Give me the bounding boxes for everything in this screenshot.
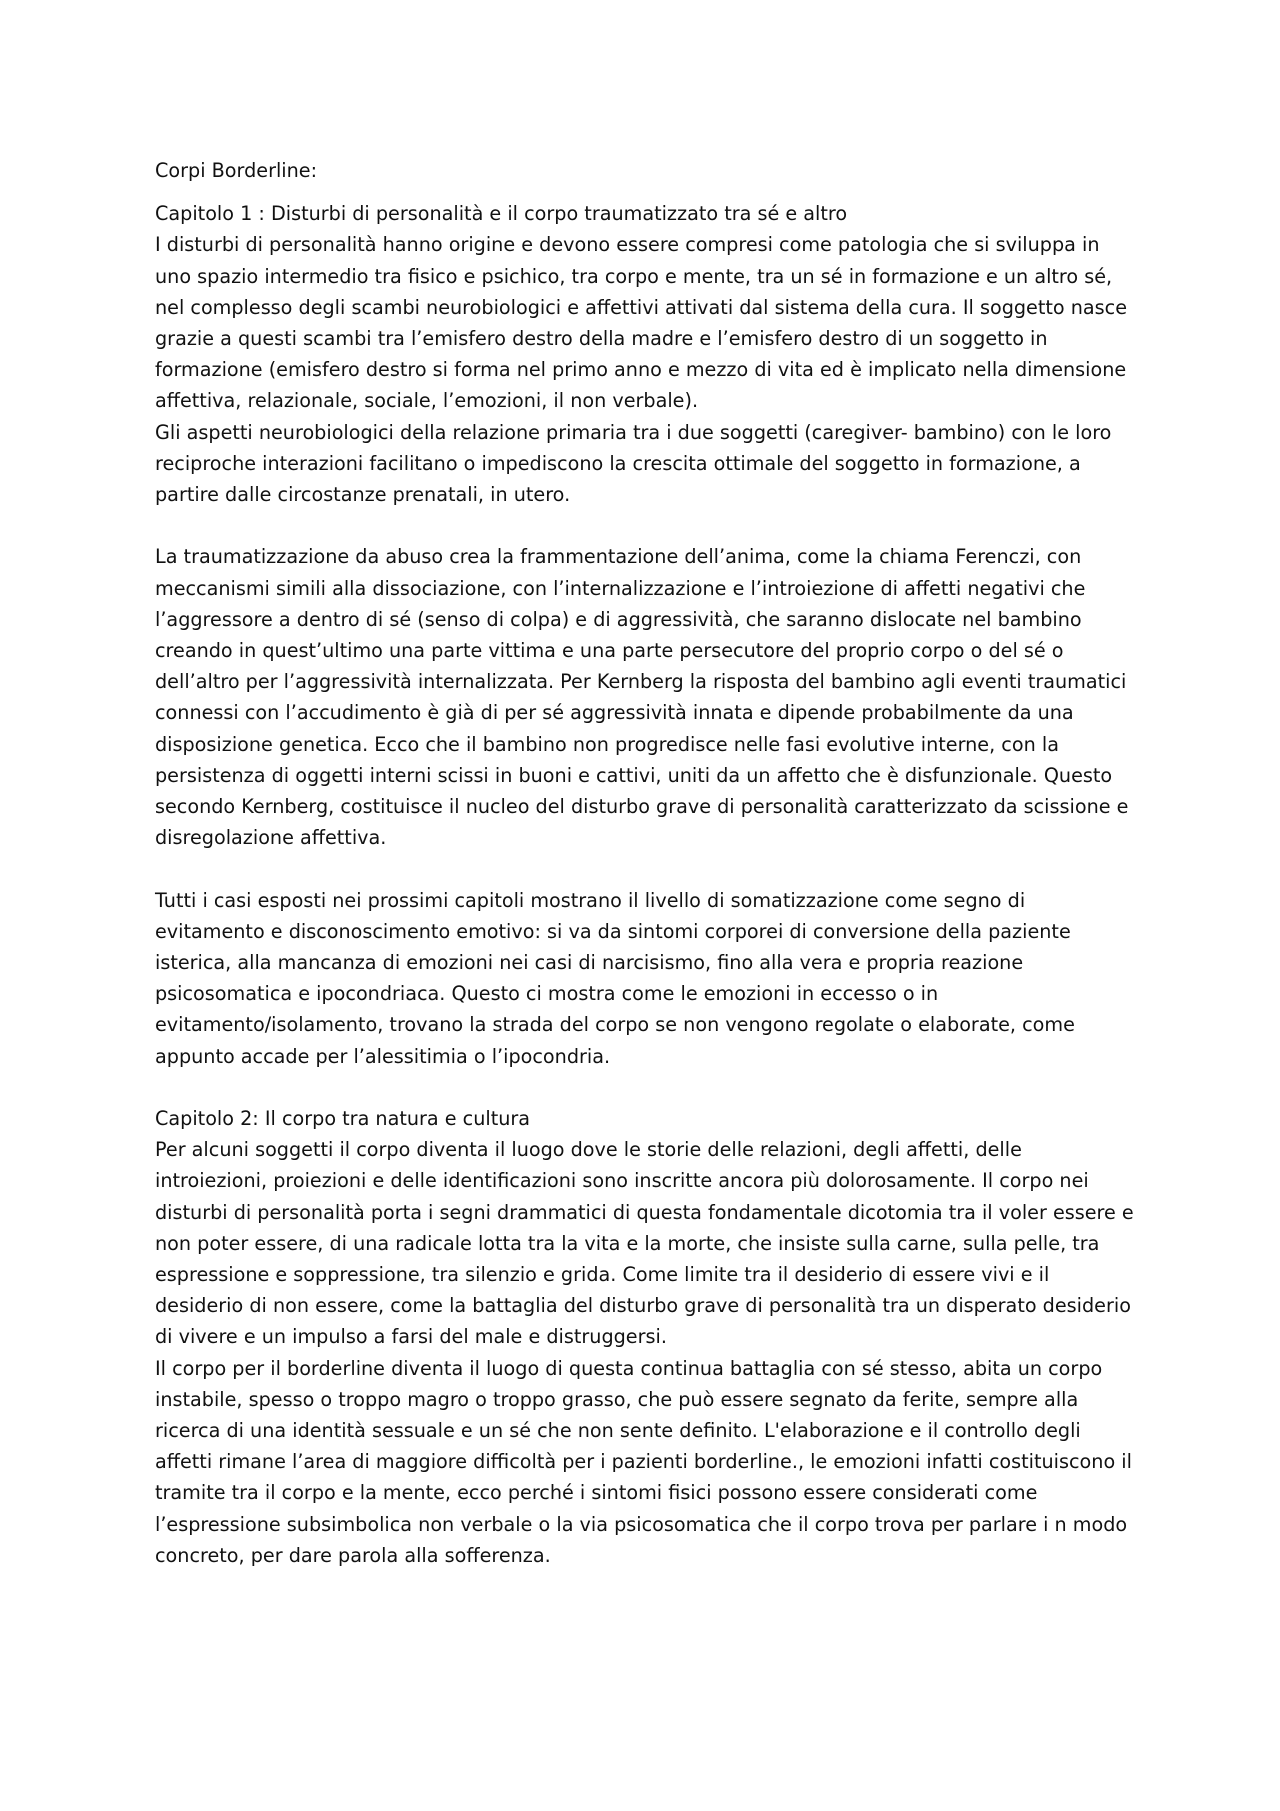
chapter-2-heading: Capitolo 2: Il corpo tra natura e cultura (155, 1107, 531, 1131)
chapter-1-paragraph-3: La traumatizzazione da abuso crea la frammentazione dell’anima, come la chiama Ferenczi, con meccanismi simili alla dissociazione, con l’internalizzazione e l’introiezione di affetti negativi che l’aggressore a dentro di sé (senso di colpa) e di aggressività, che saranno dislocate nel bambino creando in quest’ultimo una parte vittima e una parte persecutore del proprio corpo o del sé o dell’altro per l’aggressività internalizzata. Per Kernberg la risposta del bambino agli eventi traumatici connessi con l’accudimento è già di per sé aggressività innata e dipende probabilmente da una disposizione genetica. Ecco che il bambino non progredisce nelle fasi evolutive interne, con la persistenza di oggetti interni scissi in buoni e cattivi, uniti da un affetto che è disfunzionale. Questo secondo Kernberg, costituisce il nucleo del disturbo grave di personalità caratterizzato da scissione e disregolazione affettiva. (155, 545, 1129, 850)
chapter-1-heading: Capitolo 1 : Disturbi di personalità e il corpo traumatizzato tra sé e altro (155, 202, 848, 226)
chapter-2-paragraph-1: Per alcuni soggetti il corpo diventa il luogo dove le storie delle relazioni, degli affetti, delle introiezioni, proiezioni e delle identificazioni sono inscritte ancora più dolorosamente. Il corpo nei disturbi di personalità porta i segni drammatici di questa fondamentale dicotomia tra il voler essere e non poter essere, di una radicale lotta tra la vita e la morte, che insiste sulla carne, sulla pelle, tra espressione e soppressione, tra silenzio e grida. Come limite tra il desiderio di essere vivi e il desiderio di non essere, come la battaglia del disturbo grave di personalità tra un disperato desiderio di vivere e un impulso a farsi del male e distruggersi. (155, 1138, 1134, 1349)
chapter-1-paragraph-4: Tutti i casi esposti nei prossimi capitoli mostrano il livello di somatizzazione come segno di evitamento e disconoscimento emotivo: si va da sintomi corporei di conversione della paziente isterica, alla mancanza di emozioni nei casi di narcisismo, fino alla vera e propria reazione psicosomatica e ipocondriaca. Questo ci mostra come le emozioni in eccesso o in evitamento/isolamento, trovano la strada del corpo se non vengono regolate o elaborate, come appunto accade per l’alessitimia o l’ipocondria. (155, 888, 1075, 1068)
blank-line (155, 1072, 1140, 1103)
document-title: Corpi Borderline: (155, 159, 318, 182)
blank-line (155, 510, 1140, 541)
blank-line (155, 853, 1140, 884)
chapter-2-paragraph-2: Il corpo per il borderline diventa il luogo di questa continua battaglia con sé stesso, abita un corpo instabile, spesso o troppo magro o troppo grasso, che può essere segnato da ferite, sempre alla ricerca di una identità sessuale e un sé che non sente definito. L'elaborazione e il controllo degli affetti rimane l’area di maggiore difficoltà per i pazienti borderline., le emozioni infatti costituiscono il tramite tra il corpo e la mente, ecco perché i sintomi fisici possono essere considerati come l’espressione subsimbolica non verbale o la via psicosomatica che il corpo trova per parlare i n modo concreto, per dare parola alla sofferenza. (155, 1356, 1132, 1567)
document-page (155, 155, 1140, 1571)
chapter-1-paragraph-1: I disturbi di personalità hanno origine e devono essere compresi come patologia che si sviluppa in uno spazio intermedio tra fisico e psichico, tra corpo e mente, tra un sé in formazione e un altro sé, nel complesso degli scambi neurobiologici e affettivi attivati dal sistema della cura. Il soggetto nasce grazie a questi scambi tra l’emisfero destro della madre e l’emisfero destro di un soggetto in formazione (emisfero destro si forma nel primo anno e mezzo di vita ed è implicato nella dimensione affettiva, relazionale, sociale, l’emozioni, il non verbale). (155, 233, 1128, 413)
chapter-1-paragraph-2: Gli aspetti neurobiologici della relazione primaria tra i due soggetti (caregiver- bambino) con le loro reciproche interazioni facilitano o impediscono la crescita ottimale del soggetto in formazione, a partire dalle circostanze prenatali, in utero. (155, 420, 1112, 507)
